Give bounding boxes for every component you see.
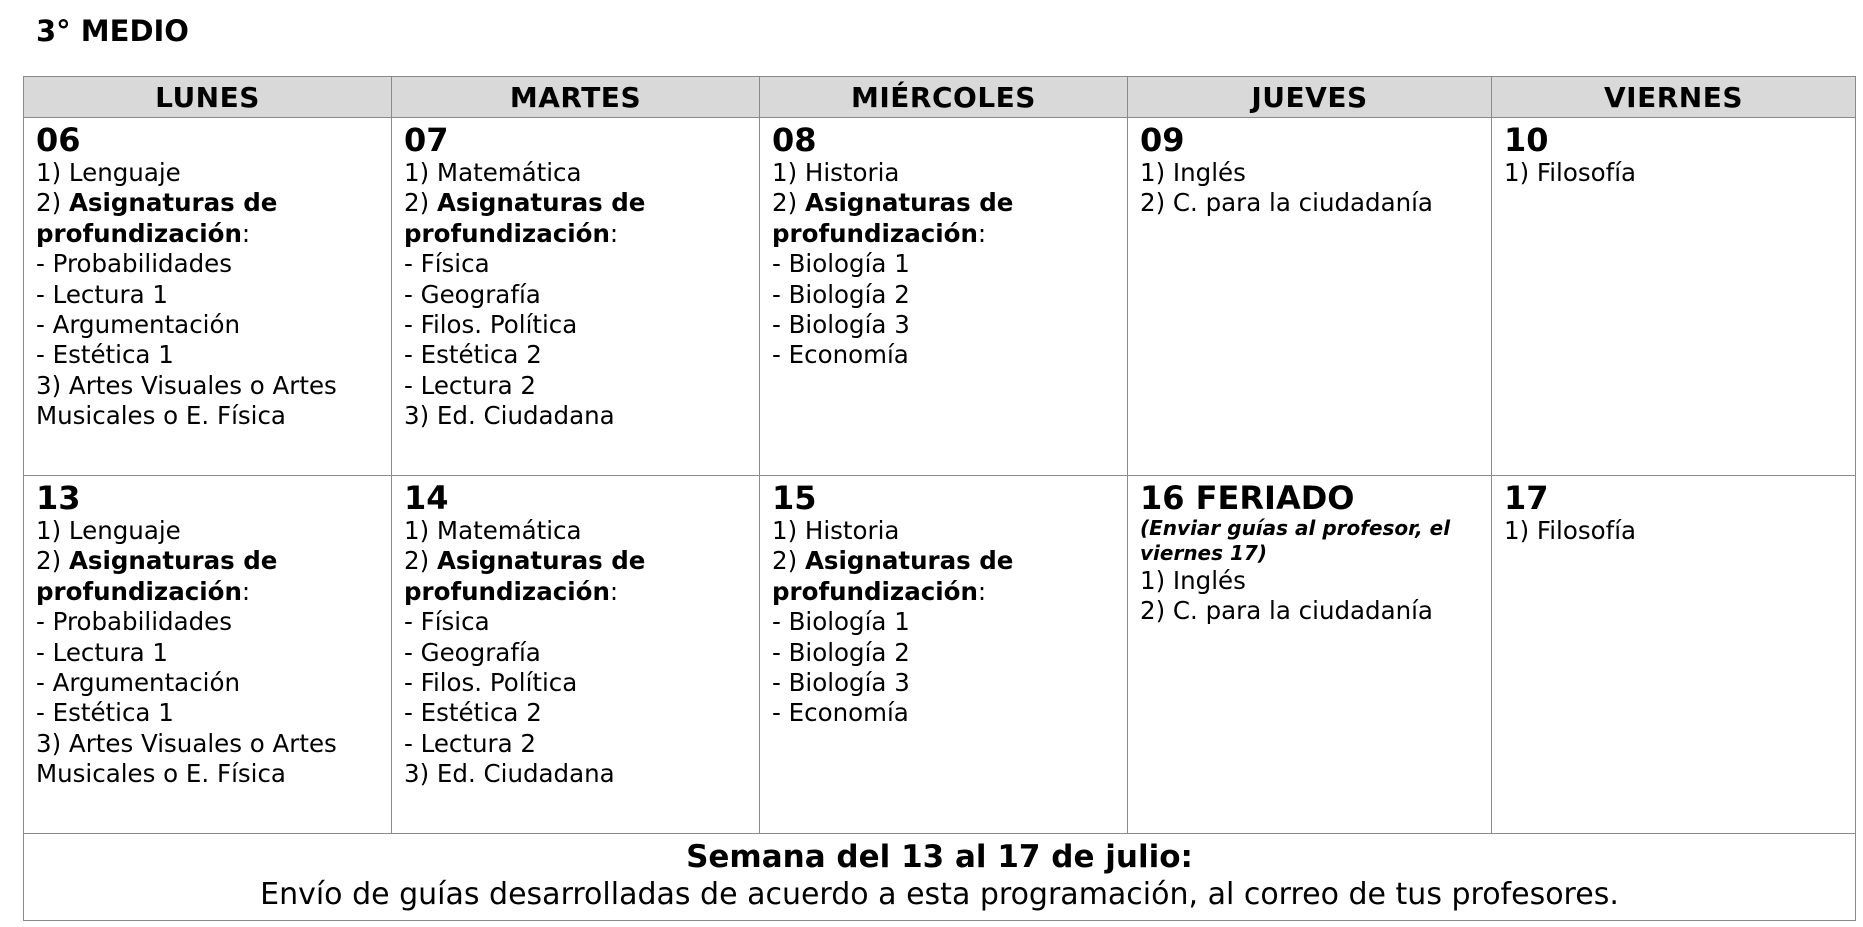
day-number: 15 <box>772 479 817 517</box>
day-cell <box>1492 118 1856 476</box>
subject-text: - Economía <box>772 698 909 728</box>
subject-text: - Argumentación <box>36 310 240 340</box>
subject-item <box>36 371 381 432</box>
subject-text: - Biología 2 <box>772 637 910 667</box>
subject-list <box>772 158 1117 371</box>
subject-item <box>404 249 749 279</box>
subject-item <box>772 280 1117 310</box>
subject-group-label: Asignaturas de profundización <box>36 546 278 606</box>
weekday-header-row <box>24 77 1856 118</box>
subject-list <box>1140 158 1481 219</box>
subject-list <box>36 158 381 432</box>
subject-text: 1) Filosofía <box>1504 516 1637 545</box>
subject-item <box>36 158 381 188</box>
day-cell <box>24 118 392 476</box>
subject-text: 1) Matemática <box>404 516 582 545</box>
footer-title: Semana del 13 al 17 de julio: <box>686 839 1193 875</box>
subject-text: - Estética 2 <box>404 340 542 370</box>
day-cell <box>1128 118 1492 476</box>
day-number: 14 <box>404 479 449 517</box>
subject-text: - Lectura 1 <box>36 279 168 309</box>
subject-group-label: Asignaturas de profundización <box>772 546 1014 606</box>
subject-item <box>36 546 381 607</box>
subject-item <box>772 516 1117 546</box>
subject-text: 2) <box>404 546 437 576</box>
subject-suffix: : <box>241 218 251 248</box>
subject-group-label: Asignaturas de profundización <box>404 546 646 606</box>
day-number: 07 <box>404 121 449 159</box>
subject-item <box>404 371 749 401</box>
subject-item <box>1140 158 1481 188</box>
subject-item <box>772 310 1117 340</box>
subject-text: - Lectura 1 <box>36 637 168 667</box>
subject-item <box>1504 158 1845 188</box>
subject-item <box>1504 516 1845 546</box>
subject-text: - Biología 3 <box>772 310 910 340</box>
footer-text: Envío de guías desarrolladas de acuerdo a esta programación, al correo de tus profesores. <box>260 877 1619 912</box>
day-number: 09 <box>1140 121 1185 159</box>
subject-list <box>404 158 749 432</box>
subject-item <box>772 668 1117 698</box>
subject-item <box>772 638 1117 668</box>
subject-item <box>772 546 1117 607</box>
subject-item <box>36 249 381 279</box>
subject-item <box>36 698 381 728</box>
subject-text: - Lectura 2 <box>404 728 536 758</box>
subject-text: - Biología 3 <box>772 668 910 698</box>
subject-text: - Estética 2 <box>404 698 542 728</box>
header-lunes: LUNES <box>24 77 392 118</box>
schedule-table <box>23 76 1856 921</box>
subject-text: - Geografía <box>404 637 541 667</box>
subject-item <box>36 729 381 790</box>
subject-text: - Física <box>404 607 490 637</box>
subject-item <box>772 249 1117 279</box>
subject-item <box>36 280 381 310</box>
day-number: 08 <box>772 121 817 159</box>
subject-text: 3) Artes Visuales o Artes Musicales o E. Física <box>36 728 337 789</box>
subject-list <box>404 516 749 790</box>
subject-item <box>772 607 1117 637</box>
subject-text: 3) Ed. Ciudadana <box>404 759 615 789</box>
subject-item <box>772 188 1117 249</box>
subject-text: - Biología 1 <box>772 249 910 279</box>
subject-text: - Estética 1 <box>36 340 174 370</box>
subject-text: - Biología 2 <box>772 279 910 309</box>
subject-item <box>404 158 749 188</box>
subject-text: 1) Inglés <box>1140 566 1246 595</box>
subject-text: 2) <box>772 188 805 218</box>
day-number: 16 FERIADO <box>1140 479 1355 517</box>
subject-item <box>404 340 749 370</box>
day-cell <box>760 476 1128 834</box>
header-viernes: VIERNES <box>1492 77 1856 118</box>
subject-item <box>36 310 381 340</box>
day-cell <box>24 476 392 834</box>
day-cell <box>760 118 1128 476</box>
footer-row <box>24 834 1856 921</box>
subject-text: 1) Inglés <box>1140 158 1246 187</box>
subject-list <box>1504 516 1845 546</box>
subject-list <box>772 516 1117 729</box>
subject-text: 3) Ed. Ciudadana <box>404 401 615 431</box>
footer-cell <box>24 834 1856 921</box>
subject-suffix: : <box>609 576 619 606</box>
page-title: 3° MEDIO <box>36 14 189 48</box>
header-martes: MARTES <box>392 77 760 118</box>
subject-item <box>772 698 1117 728</box>
subject-text: - Física <box>404 249 490 279</box>
subject-text: 1) Lenguaje <box>36 158 181 187</box>
week-row <box>24 476 1856 834</box>
subject-text: - Estética 1 <box>36 698 174 728</box>
subject-text: 1) Historia <box>772 516 900 545</box>
subject-item <box>1140 188 1481 218</box>
subject-item <box>36 668 381 698</box>
week-row <box>24 118 1856 476</box>
subject-suffix: : <box>609 218 619 248</box>
day-cell <box>1128 476 1492 834</box>
subject-item <box>36 638 381 668</box>
subject-text: - Lectura 2 <box>404 370 536 400</box>
subject-item <box>404 310 749 340</box>
day-cell <box>392 476 760 834</box>
subject-text: 1) Filosofía <box>1504 158 1637 187</box>
subject-item <box>404 729 749 759</box>
subject-text: 3) Artes Visuales o Artes Musicales o E. Física <box>36 370 337 431</box>
subject-suffix: : <box>977 576 987 606</box>
subject-item <box>404 759 749 789</box>
subject-text: - Economía <box>772 340 909 370</box>
subject-item <box>404 401 749 431</box>
subject-text: 1) Matemática <box>404 158 582 187</box>
subject-item <box>404 280 749 310</box>
subject-item <box>36 188 381 249</box>
subject-item <box>404 668 749 698</box>
subject-suffix: : <box>241 576 251 606</box>
day-number: 17 <box>1504 479 1549 517</box>
subject-item <box>772 158 1117 188</box>
subject-item <box>404 516 749 546</box>
subject-item <box>404 607 749 637</box>
header-miercoles: MIÉRCOLES <box>760 77 1128 118</box>
subject-text: 1) Lenguaje <box>36 516 181 545</box>
subject-text: - Biología 1 <box>772 607 910 637</box>
subject-text: - Probabilidades <box>36 249 232 279</box>
subject-text: 2) C. para la ciudadanía <box>1140 188 1433 218</box>
subject-item <box>772 340 1117 370</box>
subject-text: 2) <box>36 546 69 576</box>
subject-group-label: Asignaturas de profundización <box>36 188 278 248</box>
subject-group-label: Asignaturas de profundización <box>404 188 646 248</box>
day-number: 13 <box>36 479 81 517</box>
subject-item <box>36 607 381 637</box>
holiday-note: (Enviar guías al profesor, el viernes 17) <box>1140 516 1451 565</box>
subject-group-label: Asignaturas de profundización <box>772 188 1014 248</box>
subject-item <box>404 698 749 728</box>
subject-text: 2) C. para la ciudadanía <box>1140 596 1433 626</box>
day-cell <box>392 118 760 476</box>
subject-text: - Filos. Política <box>404 310 578 340</box>
subject-item <box>404 638 749 668</box>
subject-text: - Argumentación <box>36 668 240 698</box>
day-cell <box>1492 476 1856 834</box>
subject-text: - Probabilidades <box>36 607 232 637</box>
subject-list <box>1504 158 1845 188</box>
subject-item <box>36 516 381 546</box>
header-jueves: JUEVES <box>1128 77 1492 118</box>
subject-list <box>36 516 381 790</box>
subject-text: 2) <box>36 188 69 218</box>
subject-item <box>404 188 749 249</box>
subject-text: 2) <box>772 546 805 576</box>
subject-text: - Filos. Política <box>404 668 578 698</box>
subject-item <box>1140 596 1481 626</box>
subject-item <box>404 546 749 607</box>
subject-text: 1) Historia <box>772 158 900 187</box>
subject-suffix: : <box>977 218 987 248</box>
subject-text: 2) <box>404 188 437 218</box>
subject-text: - Geografía <box>404 279 541 309</box>
day-number: 06 <box>36 121 81 159</box>
subject-item <box>36 340 381 370</box>
day-number: 10 <box>1504 121 1549 159</box>
subject-list <box>1140 566 1481 627</box>
subject-item <box>1140 566 1481 596</box>
